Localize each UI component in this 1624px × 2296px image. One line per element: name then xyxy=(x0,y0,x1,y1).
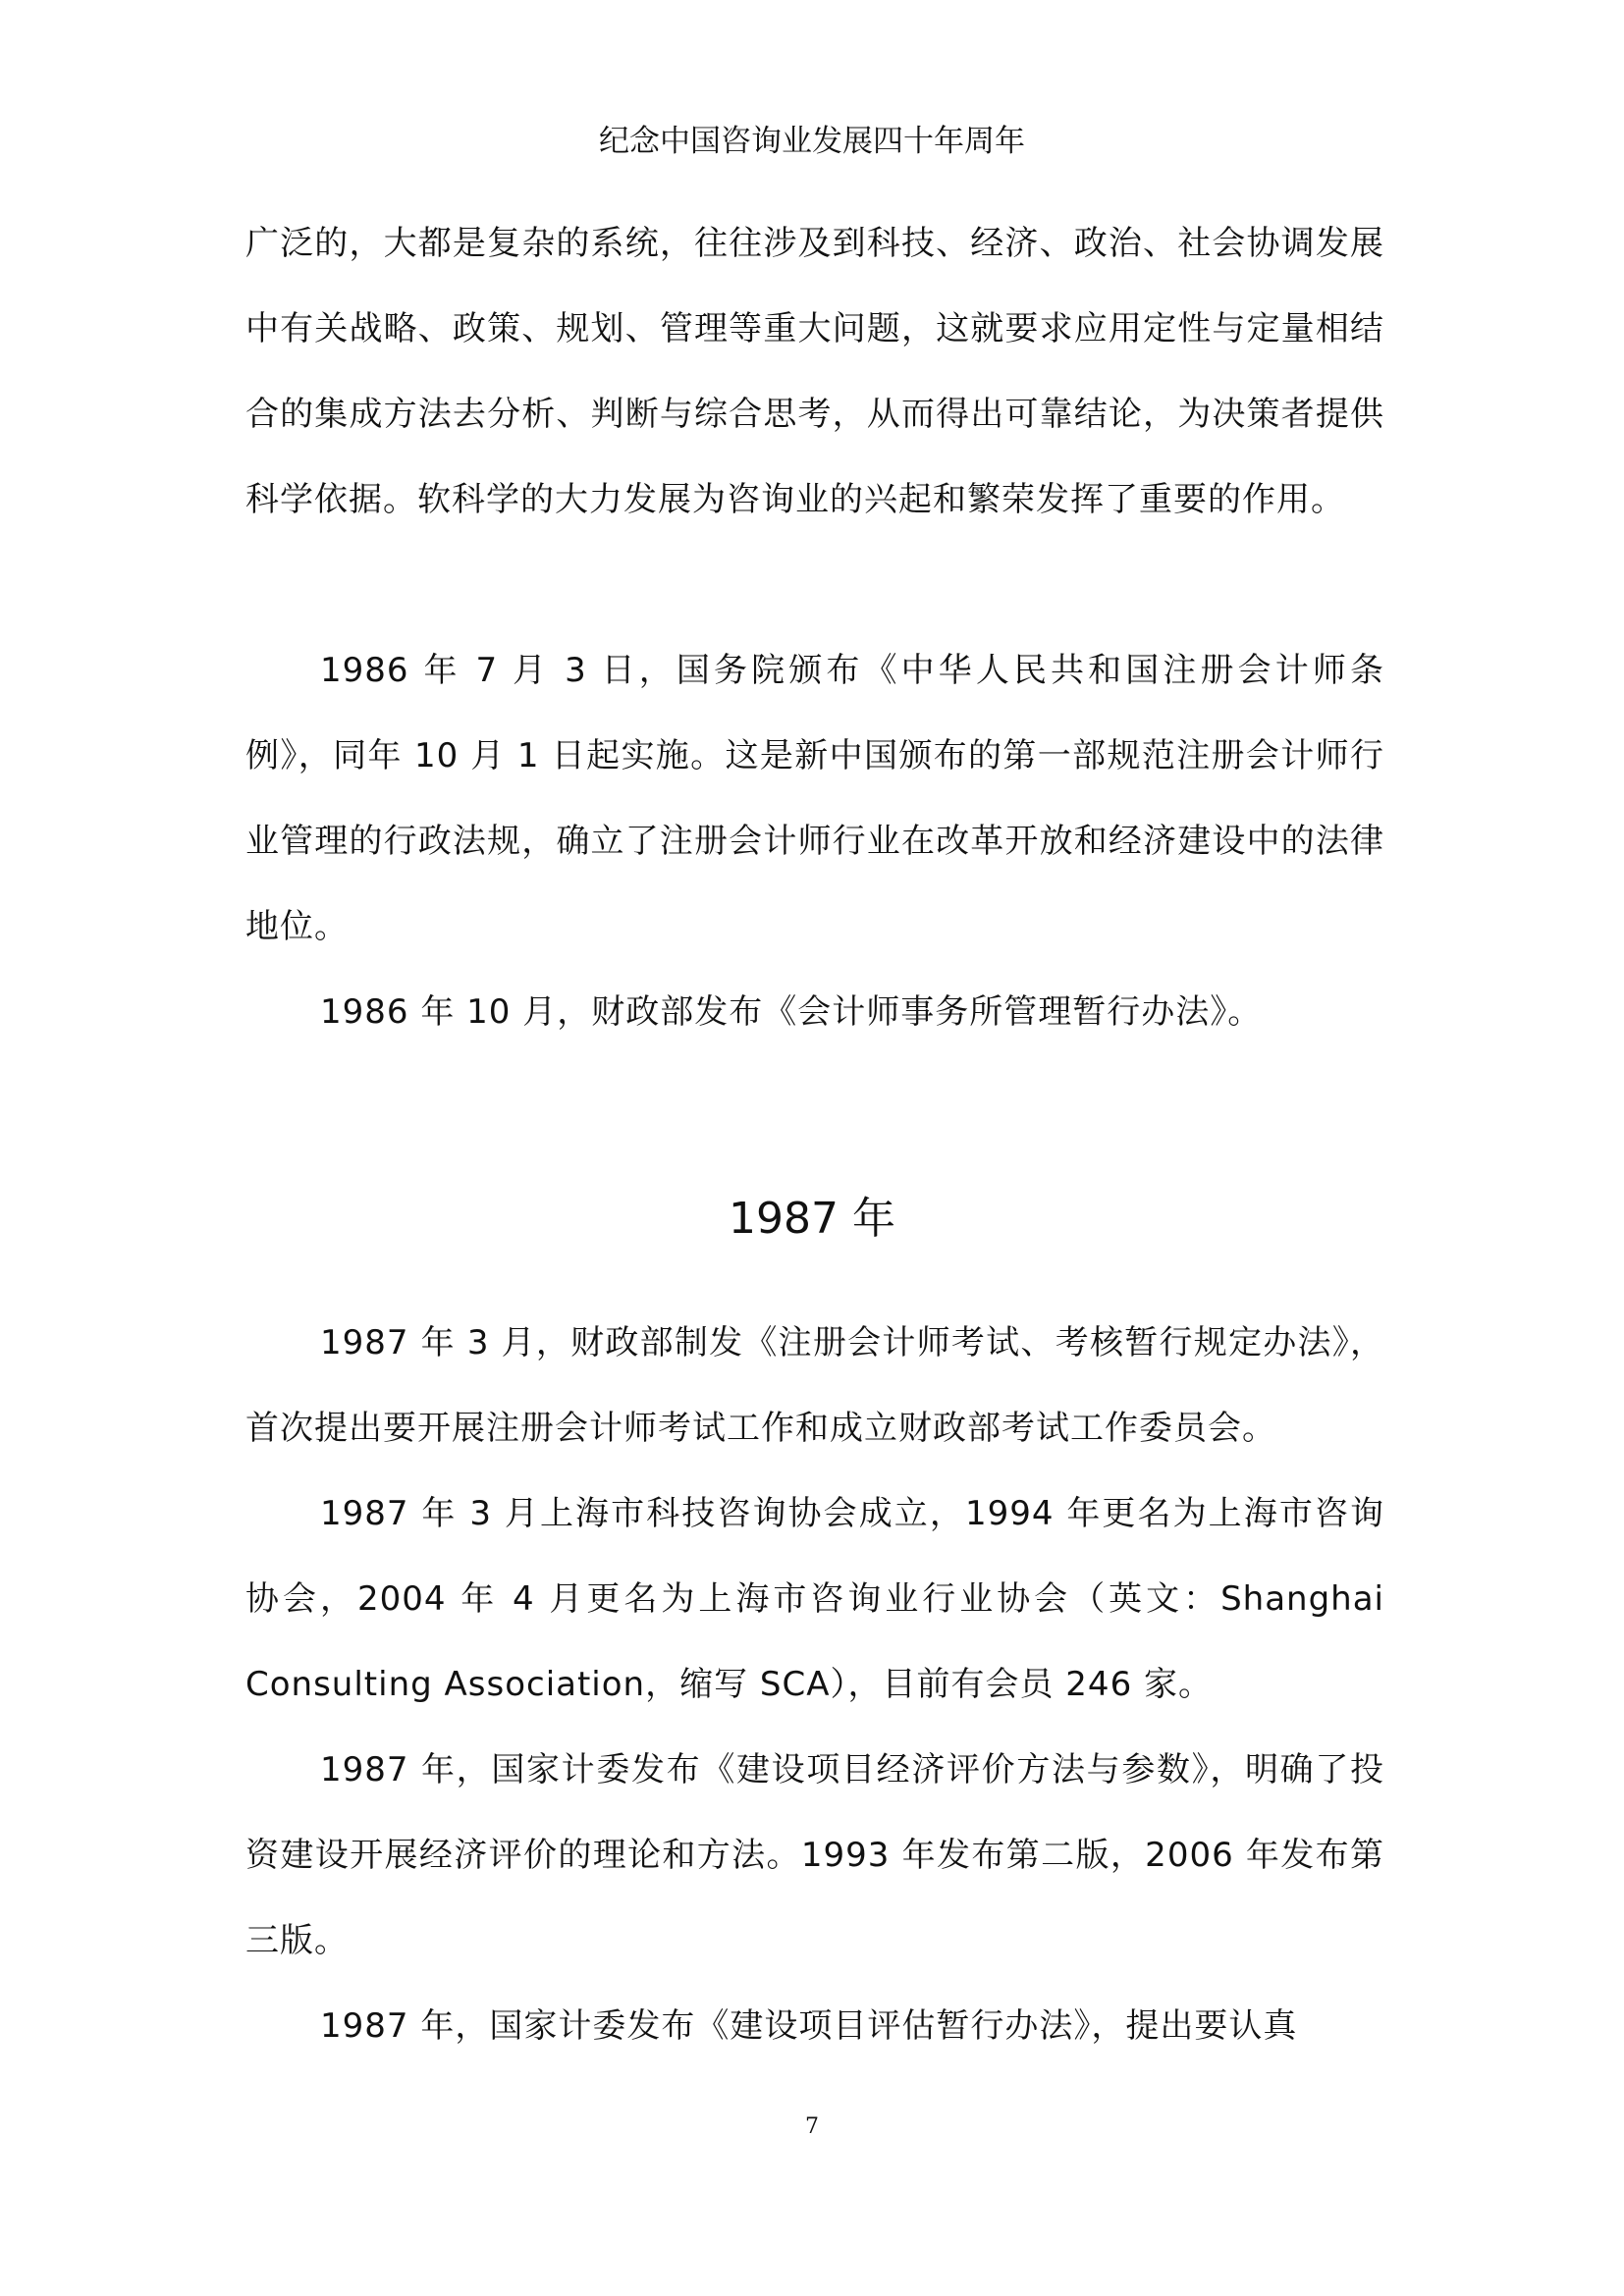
paragraph-cpa-exam-1987: 1987 年 3 月，财政部制发《注册会计师考试、考核暂行规定办法》，首次提出要开展注册会计师考试工作和成立财政部考试工作委员会。 xyxy=(245,1323,1384,1448)
paragraph-soft-science-continued: 广泛的，大都是复杂的系统，往往涉及到科技、经济、政治、社会协调发展中有关战略、政策、规划、管理等重大问题，这就要求应用定性与定量相结合的集成方法去分析、判断与综合思考，从而得出可靠结论，为决策者提供科学依据。软科学的大力发展为咨询业的兴起和繁荣发挥了重要的作用。 xyxy=(245,224,1384,519)
paragraph-economic-evaluation-methods: 1987 年，国家计委发布《建设项目经济评价方法与参数》，明确了投资建设开展经济评价的理论和方法。1993 年发布第二版，2006 年发布第三版。 xyxy=(245,1750,1384,1960)
paragraph-project-assessment-measures: 1987 年，国家计委发布《建设项目评估暂行办法》，提出要认真 xyxy=(320,2006,1298,2046)
section-heading-1987: 1987 年 xyxy=(729,1194,895,1244)
paragraph-accounting-firm-measures-1986: 1986 年 10 月，财政部发布《会计师事务所管理暂行办法》。 xyxy=(320,992,1263,1032)
paragraph-cpa-regulation-1986: 1986 年 7 月 3 日，国务院颁布《中华人民共和国注册会计师条例》，同年 10 月 1 日起实施。这是新中国颁布的第一部规范注册会计师行业管理的行政法规，确立了注册会计师行业在改革开放和经济建设中的法律地位。 xyxy=(245,651,1384,946)
page-number: 7 xyxy=(805,2114,819,2139)
running-header: 纪念中国咨询业发展四十年周年 xyxy=(599,124,1025,159)
paragraph-shanghai-consulting-association: 1987 年 3 月上海市科技咨询协会成立，1994 年更名为上海市咨询协会，2004 年 4 月更名为上海市咨询业行业协会（英文：Shanghai Consulting Association，缩写 SCA），目前有会员 246 家。 xyxy=(245,1494,1384,1704)
